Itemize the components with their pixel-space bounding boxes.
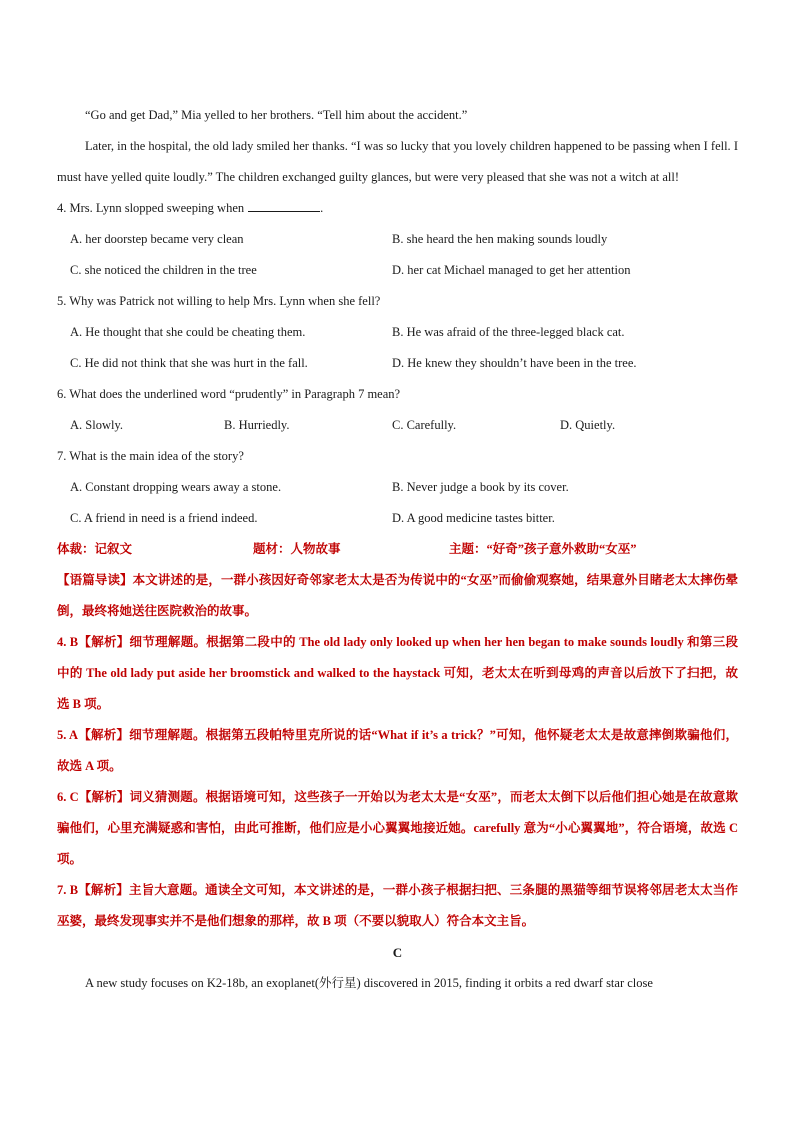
option-b: B. He was afraid of the three-legged black cat. [392, 325, 625, 339]
answer-7-explanation: 7. B【解析】主旨大意题。通读全文可知，本文讲述的是，一群小孩子根据扫把、三条腿的黑猫等细节误将邻居老太太当作巫婆，最终发现事实并不是他们想象的那样，故 B 项（不要以貌取人）符合本文主旨。 [57, 883, 738, 928]
question-5-options [57, 317, 738, 379]
question-6-stem: 6. What does the underlined word “prudently” in Paragraph 7 mean? [57, 387, 401, 401]
answer-5-explanation: 5. A【解析】细节理解题。根据第五段帕特里克所说的话“What if it’s a trick？”可知，他怀疑老太太是故意摔倒欺骗他们，故选 A 项。 [57, 728, 738, 773]
option-a: A. Constant dropping wears away a stone. [70, 480, 282, 494]
answer-blank [248, 198, 320, 212]
option-c: C. A friend in need is a friend indeed. [70, 511, 258, 525]
answer-4-explanation: 4. B【解析】细节理解题。根据第二段中的 The old lady only looked up when her hen began to make sounds loudly 和第三段中的 The old lady put aside her broomstick and walked to the haystack 可知，老太太在听到母鸡的声音以后放下了扫把，故选 B 项。 [57, 635, 738, 711]
passage-info-row [57, 534, 738, 565]
theme-label: 主题：“好奇”孩子意外救助“女巫” [449, 542, 637, 556]
option-d: D. Quietly. [560, 418, 616, 432]
option-a: A. He thought that she could be cheating them. [70, 325, 306, 339]
option-b: B. she heard the hen making sounds loudly [392, 232, 608, 246]
passage-paragraph: Later, in the hospital, the old lady smiled her thanks. “I was so lucky that you lovely children happened to be passing when I fell. I must have yelled quite loudly.” The children exchanged guilty glances, but were very pleased that she was not a witch at all! [57, 139, 738, 184]
option-c: C. Carefully. [392, 418, 457, 432]
document-page [57, 100, 738, 999]
answer-6-explanation: 6. C【解析】词义猜测题。根据语境可知，这些孩子一开始以为老太太是“女巫”，而老太太倒下以后他们担心她是在故意欺骗他们，心里充满疑惑和害怕，由此可推断，他们应是小心翼翼地接近她。carefully 意为“小心翼翼地”，符合语境，故选 C 项。 [57, 790, 738, 866]
question-5-stem: 5. Why was Patrick not willing to help Mrs. Lynn when she fell? [57, 294, 381, 308]
option-d: D. He knew they shouldn’t have been in the tree. [392, 356, 637, 370]
option-c: C. He did not think that she was hurt in the fall. [70, 356, 308, 370]
option-c: C. she noticed the children in the tree [70, 263, 257, 277]
question-7-stem: 7. What is the main idea of the story? [57, 449, 244, 463]
question-6-options [57, 410, 738, 441]
passage-guide: 【语篇导读】本文讲述的是，一群小孩因好奇邻家老太太是否为传说中的“女巫”而偷偷观察她，结果意外目睹老太太摔伤晕倒，最终将她送往医院救治的故事。 [57, 573, 738, 618]
question-4-options [57, 224, 738, 286]
topic-label: 题材：人物故事 [253, 542, 341, 556]
option-a: A. her doorstep became very clean [70, 232, 244, 246]
passage-paragraph: “Go and get Dad,” Mia yelled to her brothers. “Tell him about the accident.” [85, 108, 468, 122]
option-b: B. Never judge a book by its cover. [392, 480, 569, 494]
option-b: B. Hurriedly. [224, 418, 290, 432]
section-heading: C [392, 945, 403, 960]
option-d: D. A good medicine tastes bitter. [392, 511, 555, 525]
genre-label: 体裁：记叙文 [57, 542, 133, 556]
passage-paragraph: A new study focuses on K2-18b, an exoplanet(外行星) discovered in 2015, finding it orbits a red dwarf star close [85, 976, 653, 990]
option-a: A. Slowly. [70, 418, 124, 432]
question-4-stem: 4. Mrs. Lynn slopped sweeping when . [57, 193, 738, 224]
option-d: D. her cat Michael managed to get her attention [392, 263, 631, 277]
question-7-options [57, 472, 738, 534]
